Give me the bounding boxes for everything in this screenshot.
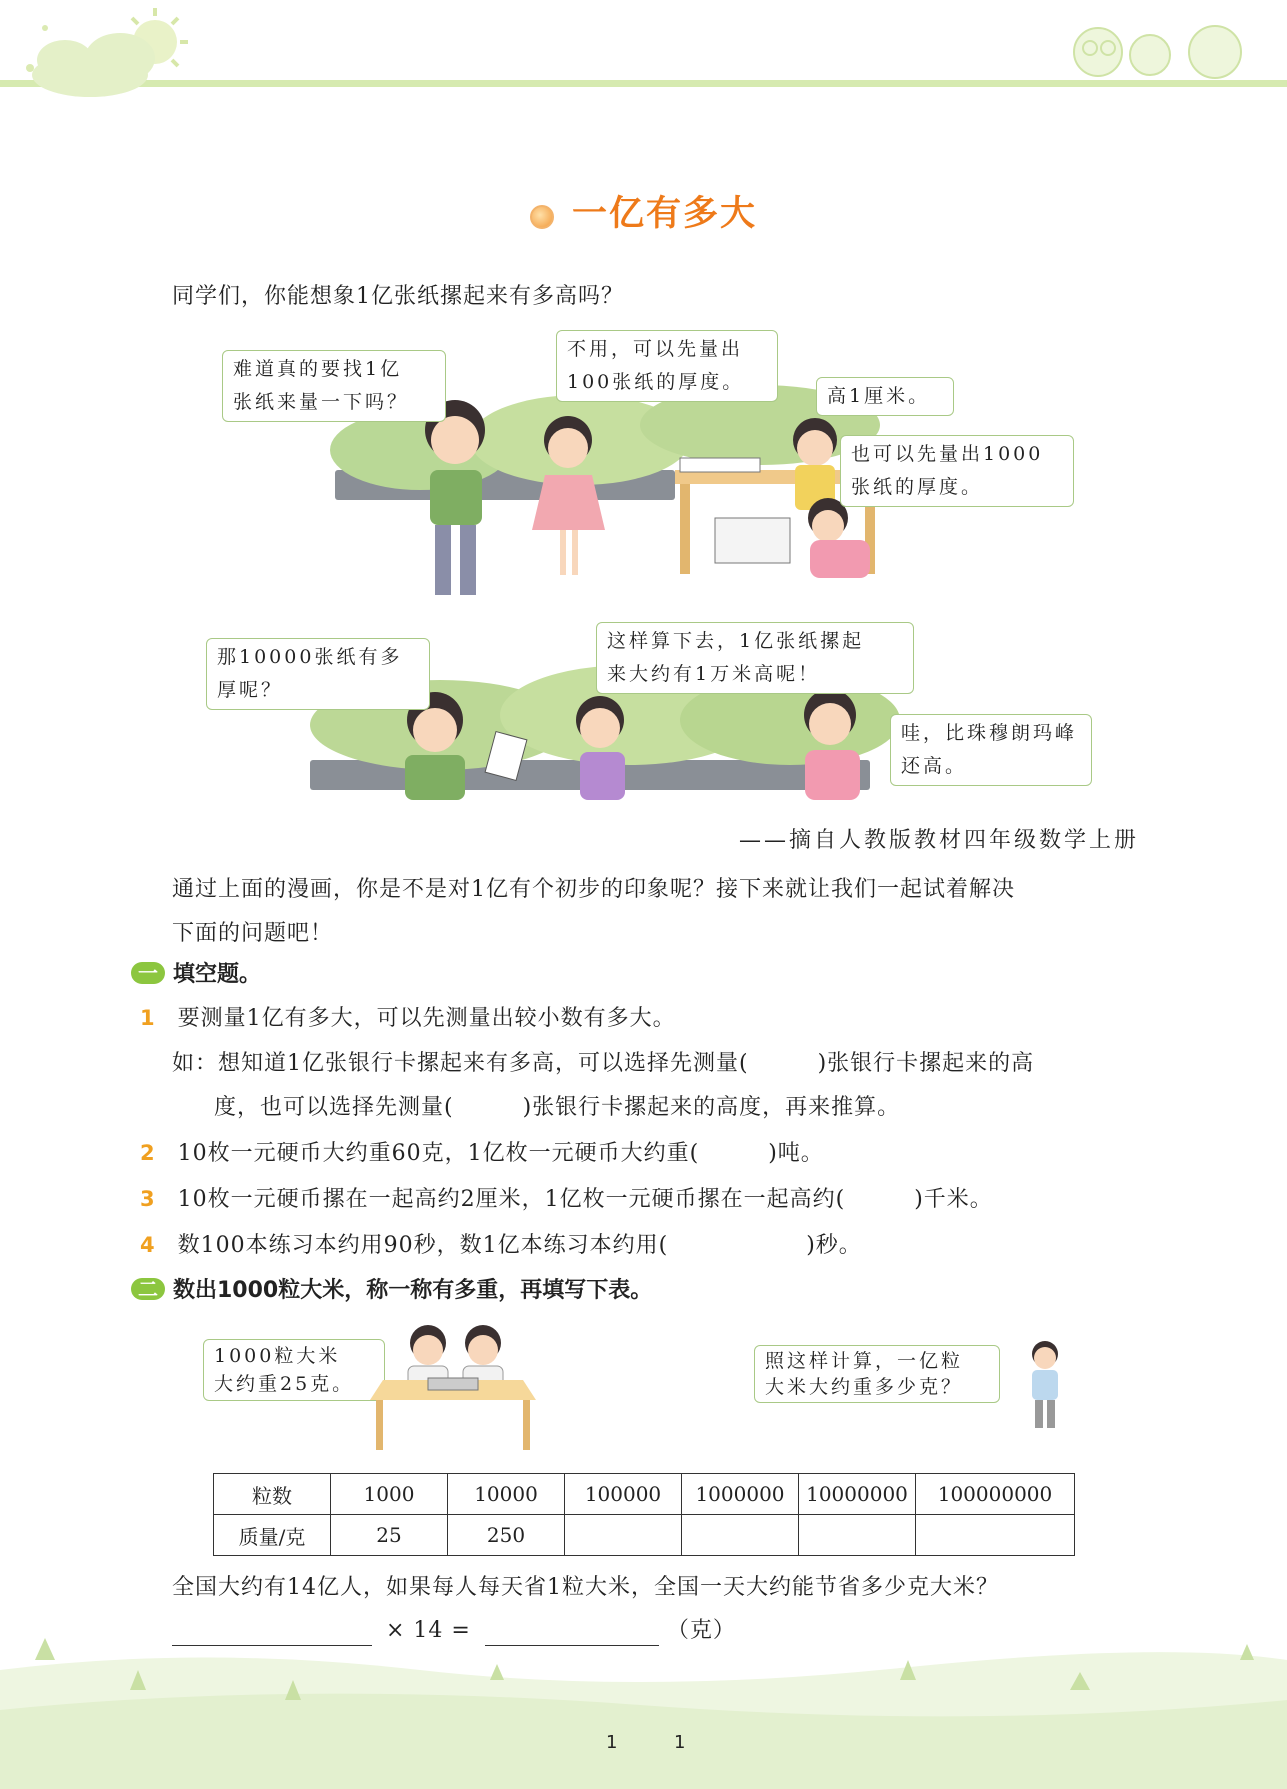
intro-text: 同学们，你能想象1亿张纸摞起来有多高吗？ <box>172 284 624 309</box>
question-4 <box>140 1230 862 1261</box>
bubble-line: 大米大约重多少克？ <box>765 1376 964 1398</box>
page-number-left: 1 <box>606 1732 618 1753</box>
question-1 <box>140 1003 676 1034</box>
bubble-line: 100张纸的厚度。 <box>567 371 745 393</box>
bubble-line: 难道真的要找1亿 <box>233 358 403 380</box>
section-1-badge: 一 <box>131 962 165 984</box>
bubble-line: 大约重25克。 <box>214 1373 355 1395</box>
bubble-line: 这样算下去，1亿张纸摞起 <box>607 630 865 652</box>
question-text: 10枚一元硬币摞在一起高约2厘米，1亿枚一元硬币摞在一起高约( )千米。 <box>177 1187 993 1212</box>
table-answer-cell[interactable] <box>916 1515 1075 1556</box>
table-row-count <box>214 1474 1075 1515</box>
boy-figure-icon <box>425 400 485 595</box>
speech-bubble-1 <box>222 350 446 422</box>
table-cell: 100000000 <box>916 1474 1075 1515</box>
bubble-line: 那10000张纸有多 <box>217 646 403 668</box>
section-2-title: 数出1000粒大米，称一称有多重，再填写下表。 <box>173 1278 653 1303</box>
lead-line: 下面的问题吧！ <box>172 921 334 946</box>
section-2-heading <box>131 1273 652 1304</box>
rice-bubble-right <box>754 1345 1000 1403</box>
table-cell: 250 <box>448 1515 565 1556</box>
title-text: 一亿有多大 <box>571 194 757 234</box>
boy-standing-icon <box>1020 1338 1070 1433</box>
section-1-title: 填空题。 <box>173 962 262 987</box>
speech-bubble-7 <box>890 714 1092 786</box>
table-answer-cell[interactable] <box>682 1515 799 1556</box>
lead-paragraph <box>172 868 1015 956</box>
table-cell: 100000 <box>565 1474 682 1515</box>
table-header-cell: 粒数 <box>214 1474 331 1515</box>
question-1-example-line-1: 如：想知道1亿张银行卡摞起来有多高，可以选择先测量( )张银行卡摞起来的高 <box>172 1051 1035 1076</box>
question-number: 2 <box>140 1141 156 1165</box>
speech-bubble-3 <box>816 377 954 416</box>
rice-bubble-left <box>203 1339 385 1401</box>
bubble-line: 也可以先量出1000 <box>851 443 1044 465</box>
speech-bubble-2 <box>556 330 778 402</box>
bubble-line: 1000粒大米 <box>214 1345 341 1367</box>
header-decoration <box>0 0 1287 120</box>
bubble-line: 来大约有1万米高呢！ <box>607 663 821 685</box>
table-cell: 25 <box>331 1515 448 1556</box>
bubble-line: 照这样计算，一亿粒 <box>765 1350 964 1372</box>
table-cell: 1000 <box>331 1474 448 1515</box>
question-3 <box>140 1184 993 1215</box>
table-cell: 1000000 <box>682 1474 799 1515</box>
question-1-example-line-2: 度，也可以选择先测量( )张银行卡摞起来的高度，再来推算。 <box>214 1095 901 1120</box>
bubble-line: 张纸的厚度。 <box>851 476 984 498</box>
table-answer-cell[interactable] <box>799 1515 916 1556</box>
bubble-line: 厚呢？ <box>217 679 284 701</box>
speech-bubble-6 <box>596 622 914 694</box>
formula-operator: × 14 = <box>386 1618 471 1643</box>
rice-weight-table <box>213 1473 1075 1556</box>
cloud-icon <box>32 33 155 97</box>
table-header-cell: 质量/克 <box>214 1515 331 1556</box>
question-number: 3 <box>140 1187 156 1211</box>
bubble-line: 不用，可以先量出 <box>567 338 744 360</box>
table-cell: 10000 <box>448 1474 565 1515</box>
rice-question: 全国大约有14亿人，如果每人每天省1粒大米，全国一天大约能节省多少克大米？ <box>172 1575 999 1600</box>
question-number: 4 <box>140 1233 156 1257</box>
question-2 <box>140 1138 824 1169</box>
section-1-heading <box>131 957 261 988</box>
animal-faces-icon <box>1074 26 1241 78</box>
question-number: 1 <box>140 1006 156 1030</box>
formula-unit: （克） <box>666 1618 736 1643</box>
question-text: 10枚一元硬币大约重60克，1亿枚一元硬币大约重( )吨。 <box>177 1141 824 1166</box>
lead-line: 通过上面的漫画，你是不是对1亿有个初步的印象呢？接下来就让我们一起试着解决 <box>172 877 1015 902</box>
students-weighing-rice-icon <box>368 1318 538 1458</box>
table-cell: 10000000 <box>799 1474 916 1515</box>
page-number-right: 1 <box>674 1732 686 1753</box>
page-title <box>0 186 1287 236</box>
section-2-badge: 二 <box>131 1278 165 1300</box>
bubble-line: 张纸来量一下吗？ <box>233 391 410 413</box>
question-text: 数100本练习本约用90秒，数1亿本练习本约用( )秒。 <box>177 1233 862 1258</box>
title-bullet-icon <box>530 205 554 229</box>
speech-bubble-4 <box>840 435 1074 507</box>
bubble-line: 还高。 <box>901 755 968 777</box>
table-row-mass <box>214 1515 1075 1556</box>
speech-bubble-5 <box>206 638 430 710</box>
table-answer-cell[interactable] <box>565 1515 682 1556</box>
bubble-line: 高1厘米。 <box>827 385 931 407</box>
bubble-line: 哇，比珠穆朗玛峰 <box>901 722 1078 744</box>
source-note: ——摘自人教版教材四年级数学上册 <box>738 828 1139 853</box>
question-text: 要测量1亿有多大，可以先测量出较小数有多大。 <box>177 1006 676 1031</box>
footer-landscape <box>0 1630 1287 1789</box>
